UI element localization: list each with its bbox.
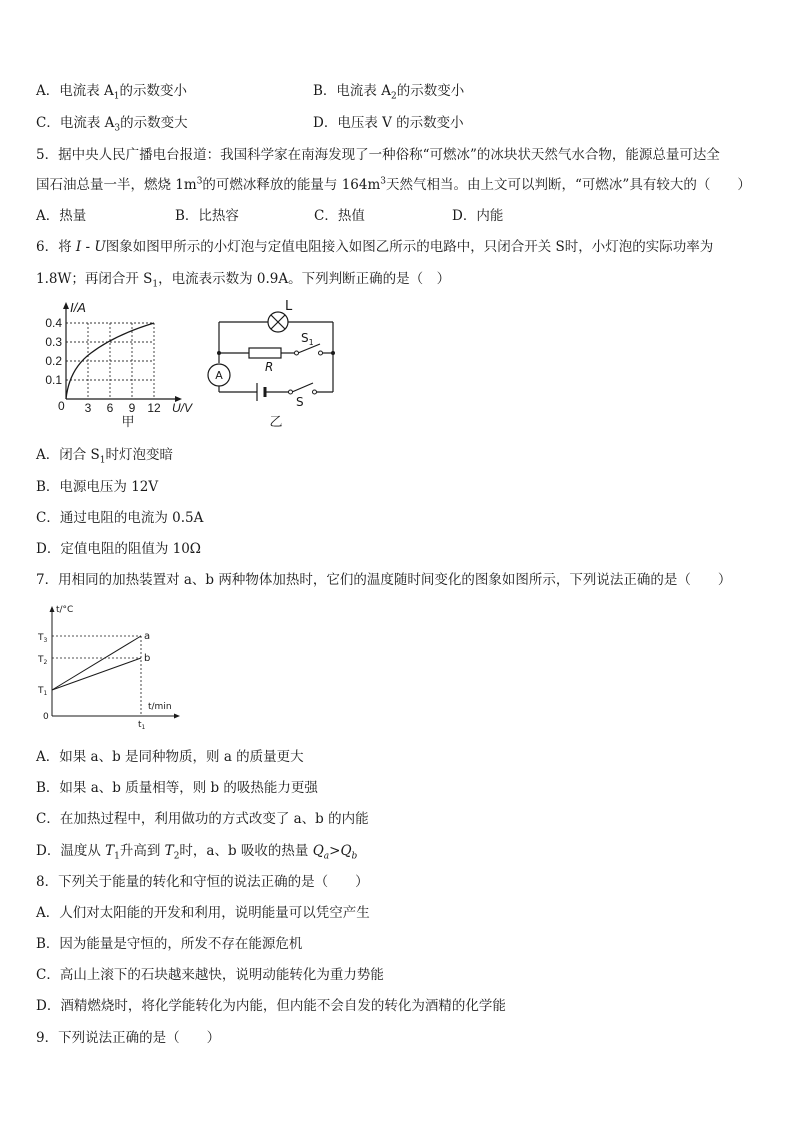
q4-option-a: A．电流表 $A_1$的示数变小 (36, 83, 188, 102)
figure-jia-caption: 甲 (121, 414, 135, 429)
x-tick-3: 3 (84, 401, 92, 415)
q4-option-b: B．电流表 $A_2$的示数变小 (313, 83, 465, 102)
q6-option-b: B．电源电压为 12V (36, 479, 159, 495)
x-axis-label: U/V (172, 401, 193, 415)
q7-stem: 7．用相同的加热装置对 a、b 两种物体加热时，它们的温度随时间变化的图象如图所示，下列说法正确的是（ ） (36, 572, 732, 588)
x-tick-9: 9 (128, 401, 136, 415)
graph-axes (52, 610, 176, 716)
t1-label: $T_1$ (38, 686, 48, 697)
y-axis-label: t/°C (56, 605, 74, 615)
temperature-time-graph (36, 600, 186, 734)
q4-option-c: C．电流表 $A_3$的示数变大 (36, 115, 188, 134)
y-axis-arrow (63, 302, 69, 309)
x-axis-label: t/min (148, 702, 172, 712)
switch-s1-label: $S_1$ (301, 331, 314, 347)
q5-stem-line1: 5．据中央人民广播电台报道：我国科学家在南海发现了一种俗称“可燃冰”的冰块状天然气水合物，能源总量可达全 (36, 147, 720, 163)
q7-option-a: A．如果 a、b 是同种物质，则 a 的质量更大 (36, 749, 304, 765)
q7-option-b: B．如果 a、b 质量相等，则 b 的吸热能力更强 (36, 780, 318, 796)
switch-s-blade (292, 383, 313, 392)
origin-label: 0 (43, 712, 49, 722)
q5-option-b: B．比热容 (175, 208, 239, 224)
q5-option-a: A．热量 (36, 208, 87, 224)
q5-option-c: C．热值 (314, 208, 365, 224)
q8-stem: 8．下列关于能量的转化和守恒的说法正确的是（ ） (36, 874, 369, 890)
origin-label: 0 (58, 399, 65, 413)
q8-option-d: D．酒精燃烧时，将化学能转化为内能，但内能不会自发的转化为酒精的化学能 (36, 998, 506, 1014)
q8-option-b: B．因为能量是守恒的，所发不存在能源危机 (36, 936, 303, 952)
q9-stem: 9．下列说法正确的是（ ） (36, 1030, 221, 1046)
figure-yi-caption: 乙 (269, 415, 283, 430)
q7-option-d: D．温度从 $T_1$升高到 $T_2$时，a、b 吸收的热量 $Q_a>Q_b$ (36, 843, 358, 862)
t1-time-label: $t_1$ (138, 720, 146, 731)
q8-option-a: A．人们对太阳能的开发和利用，说明能量可以凭空产生 (36, 905, 370, 921)
q6-option-c: C．通过电阻的电流为 0.5A (36, 510, 204, 526)
battery-symbol (257, 383, 265, 401)
graph-grid (66, 323, 154, 399)
ammeter-label: A (215, 369, 223, 382)
q6-stem-line2: 1.8W；再闭合开 $S_1$，电流表示数为 0.9A。下列判断正确的是（ ） (36, 271, 451, 290)
y-tick-0.1: 0.1 (45, 373, 62, 387)
q7-option-c: C．在加热过程中，利用做功的方式改变了 a、b 的内能 (36, 811, 369, 827)
t2-label: $T_2$ (38, 655, 48, 666)
x-tick-12: 12 (147, 401, 161, 415)
graph-axes (66, 306, 178, 399)
switch-s-label: S (296, 395, 304, 409)
graph-guides (52, 636, 141, 716)
q4-option-d: D．电压表 V 的示数变小 (313, 115, 464, 131)
q5-option-d: D．内能 (452, 208, 504, 224)
q8-option-c: C．高山上滚下的石块越来越快，说明动能转化为重力势能 (36, 967, 384, 983)
q6-option-a: A．闭合 $S_1$时灯泡变暗 (36, 447, 174, 466)
q5-stem-line2: 国石油总量一半，燃烧 $1m^3$的可燃冰释放的能量与 $164m^3$天然气相当。由上文可以判断，“可燃冰”具有较大的（ ） (36, 176, 751, 193)
resistor-label: R (265, 360, 274, 374)
line-b-label: b (144, 653, 151, 664)
y-tick-0.2: 0.2 (45, 354, 62, 368)
y-tick-0.4: 0.4 (45, 316, 62, 330)
lamp-label: L (285, 299, 293, 314)
iu-graph-figure (36, 298, 216, 430)
line-a-label: a (144, 631, 151, 642)
y-axis-label: I/A (70, 300, 86, 315)
x-tick-6: 6 (106, 401, 114, 415)
q6-option-d: D．定值电阻的阻值为 10Ω (36, 541, 201, 557)
t3-label: $T_3$ (38, 633, 48, 644)
resistor-symbol (249, 348, 281, 358)
circuit-figure (205, 298, 345, 430)
y-tick-0.3: 0.3 (45, 335, 62, 349)
q6-stem-line1: 6．将 I - U图象如图甲所示的小灯泡与定值电阻接入如图乙所示的电路中，只闭合开关 S时，小灯泡的实际功率为 (36, 239, 714, 255)
